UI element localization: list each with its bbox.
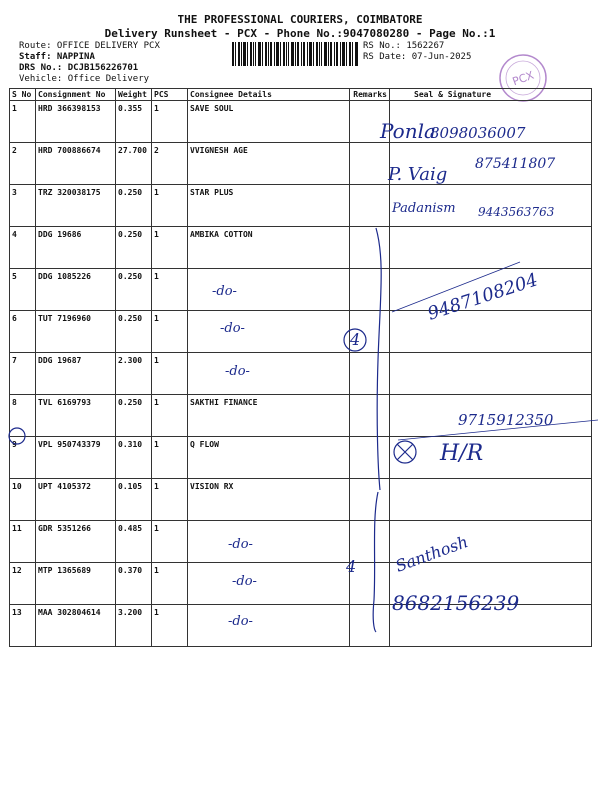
row-sno: 11: [10, 521, 36, 563]
row-pcs: 1: [152, 437, 188, 479]
row-consignment: DDG 1085226: [36, 269, 116, 311]
row-pcs: 1: [152, 605, 188, 647]
ditto-row-13: -do-: [228, 614, 253, 629]
row-remarks: [350, 269, 390, 311]
table-header-row: [10, 89, 592, 101]
row-consignee: VISION RX: [188, 479, 350, 521]
row-consignee: [188, 605, 350, 647]
row-consignment: HRD 366398153: [36, 101, 116, 143]
row-remarks: [350, 143, 390, 185]
sig1-name: Ponla: [380, 119, 436, 143]
row-signature: [390, 101, 592, 143]
row-pcs: 1: [152, 395, 188, 437]
table-row: [10, 227, 592, 269]
row-consignment: VPL 950743379: [36, 437, 116, 479]
row-remarks: [350, 521, 390, 563]
row-consignee: [188, 521, 350, 563]
row-signature: [390, 395, 592, 437]
sig2-phone: 875411807: [475, 156, 556, 172]
row-pcs: 1: [152, 185, 188, 227]
row-remarks: [350, 353, 390, 395]
row-remarks: [350, 605, 390, 647]
col-remarks: Remarks: [350, 89, 390, 101]
row-remarks: [350, 479, 390, 521]
row-weight: 0.250: [116, 227, 152, 269]
table-row: [10, 185, 592, 227]
row-pcs: 1: [152, 479, 188, 521]
row-weight: 27.700: [116, 143, 152, 185]
row-weight: 0.250: [116, 311, 152, 353]
row-sno: 10: [10, 479, 36, 521]
ditto-row-11: -do-: [228, 537, 253, 552]
row-weight: 0.250: [116, 395, 152, 437]
row-sno: 12: [10, 563, 36, 605]
row-remarks: [350, 395, 390, 437]
runsheet-table: [9, 88, 592, 647]
ditto-row-5: -do-: [212, 284, 237, 299]
row-weight: 0.250: [116, 269, 152, 311]
sig4-phone: 9487108204: [425, 269, 541, 325]
row-consignment: MAA 302804614: [36, 605, 116, 647]
col-weight: Weight: [116, 89, 152, 101]
sig8-phone: 9715912350: [458, 411, 554, 429]
row-remarks: [350, 311, 390, 353]
row-signature: [390, 353, 592, 395]
row-consignment: MTP 1365689: [36, 563, 116, 605]
row-signature: [390, 227, 592, 269]
row-sno: 3: [10, 185, 36, 227]
ditto-row-6: -do-: [220, 321, 245, 336]
row-signature: [390, 143, 592, 185]
row-remarks: [350, 101, 390, 143]
row-consignee: SAVE SOUL: [188, 101, 350, 143]
row-consignee: [188, 311, 350, 353]
row-weight: 0.355: [116, 101, 152, 143]
row-consignee: STAR PLUS: [188, 185, 350, 227]
table-row: [10, 563, 592, 605]
row-sno: 9: [10, 437, 36, 479]
col-consignment: Consignment No: [36, 89, 116, 101]
row-consignment: TRZ 320038175: [36, 185, 116, 227]
row-sno: 7: [10, 353, 36, 395]
row-pcs: 1: [152, 227, 188, 269]
row-weight: 3.200: [116, 605, 152, 647]
row-pcs: 1: [152, 101, 188, 143]
row-pcs: 1: [152, 521, 188, 563]
row-consignment: HRD 700886674: [36, 143, 116, 185]
row-weight: 0.370: [116, 563, 152, 605]
stamp-text: PCX: [510, 68, 536, 89]
row-signature: [390, 311, 592, 353]
col-signature: Seal & Signature: [390, 89, 592, 101]
sig2-name: P. Vaig: [388, 164, 448, 185]
row-consignment: GDR 5351266: [36, 521, 116, 563]
table-row: [10, 437, 592, 479]
sig12-phone: 8682156239: [392, 591, 520, 615]
row-pcs: 1: [152, 563, 188, 605]
row-consignment: TVL 6169793: [36, 395, 116, 437]
sig3-phone: 9443563763: [478, 205, 555, 219]
row-signature: [390, 521, 592, 563]
row-consignee: AMBIKA COTTON: [188, 227, 350, 269]
table-row: [10, 605, 592, 647]
row-signature: [390, 437, 592, 479]
sig3-name: Padanism: [392, 201, 456, 216]
sig12-count: 4: [346, 557, 357, 576]
row-signature: [390, 479, 592, 521]
runsheet-meta-left: [19, 41, 160, 85]
row-sno: 13: [10, 605, 36, 647]
row-consignment: DDG 19687: [36, 353, 116, 395]
row-consignee: [188, 353, 350, 395]
runsheet-meta-right: [363, 41, 471, 63]
row-consignee: SAKTHI FINANCE: [188, 395, 350, 437]
row-weight: 0.250: [116, 185, 152, 227]
row-pcs: 1: [152, 269, 188, 311]
sig1-phone: 8098036007: [430, 124, 526, 142]
hr-remark: H/R: [440, 441, 484, 466]
table-row: [10, 353, 592, 395]
row-signature: [390, 563, 592, 605]
table-row: [10, 521, 592, 563]
rs-number: RS No.: 1562267: [363, 41, 445, 51]
table-row: [10, 269, 592, 311]
row-consignment: UPT 4105372: [36, 479, 116, 521]
row-weight: 2.300: [116, 353, 152, 395]
runsheet-subtitle: Delivery Runsheet - PCX - Phone No.:9047080280 - Page No.:1: [104, 27, 496, 40]
row-sno: 4: [10, 227, 36, 269]
row-remarks: [350, 227, 390, 269]
table-row: [10, 101, 592, 143]
row-signature: [390, 269, 592, 311]
sig4-count: 4: [350, 330, 361, 349]
table-row: [10, 395, 592, 437]
row-pcs: 1: [152, 353, 188, 395]
row-sno: 5: [10, 269, 36, 311]
row-remarks: [350, 185, 390, 227]
row-consignee: [188, 269, 350, 311]
row-consignee: [188, 563, 350, 605]
staff-field: Staff: NAPPINA: [19, 52, 95, 62]
row-consignment: DDG 19686: [36, 227, 116, 269]
col-consignee: Consignee Details: [188, 89, 350, 101]
barcode-image: [232, 42, 358, 66]
row-sno: 8: [10, 395, 36, 437]
row-pcs: 2: [152, 143, 188, 185]
row-sno: 2: [10, 143, 36, 185]
row-consignee: Q FLOW: [188, 437, 350, 479]
table-row: [10, 311, 592, 353]
table-row: [10, 479, 592, 521]
table-row: [10, 143, 592, 185]
ditto-row-12: -do-: [232, 574, 257, 589]
row-sno: 1: [10, 101, 36, 143]
vehicle-field: Vehicle: Office Delivery: [19, 74, 150, 84]
row-weight: 0.105: [116, 479, 152, 521]
sig12-name: Santhosh: [392, 532, 471, 576]
row-signature: [390, 605, 592, 647]
row-signature: [390, 185, 592, 227]
row-consignment: TUT 7196960: [36, 311, 116, 353]
company-title: THE PROFESSIONAL COURIERS, COIMBATORE: [177, 13, 423, 26]
row-consignee: VVIGNESH AGE: [188, 143, 350, 185]
row-pcs: 1: [152, 311, 188, 353]
drs-field: DRS No.: DCJB156226701: [19, 63, 139, 73]
col-pcs: PCS: [152, 89, 188, 101]
route-field: Route: OFFICE DELIVERY PCX: [19, 41, 160, 51]
row-remarks: [350, 563, 390, 605]
row-weight: 0.310: [116, 437, 152, 479]
ditto-row-7: -do-: [225, 364, 250, 379]
rs-date: RS Date: 07-Jun-2025: [363, 52, 472, 62]
row-sno: 6: [10, 311, 36, 353]
row-remarks: [350, 437, 390, 479]
row-weight: 0.485: [116, 521, 152, 563]
col-sno: S No: [10, 89, 36, 101]
